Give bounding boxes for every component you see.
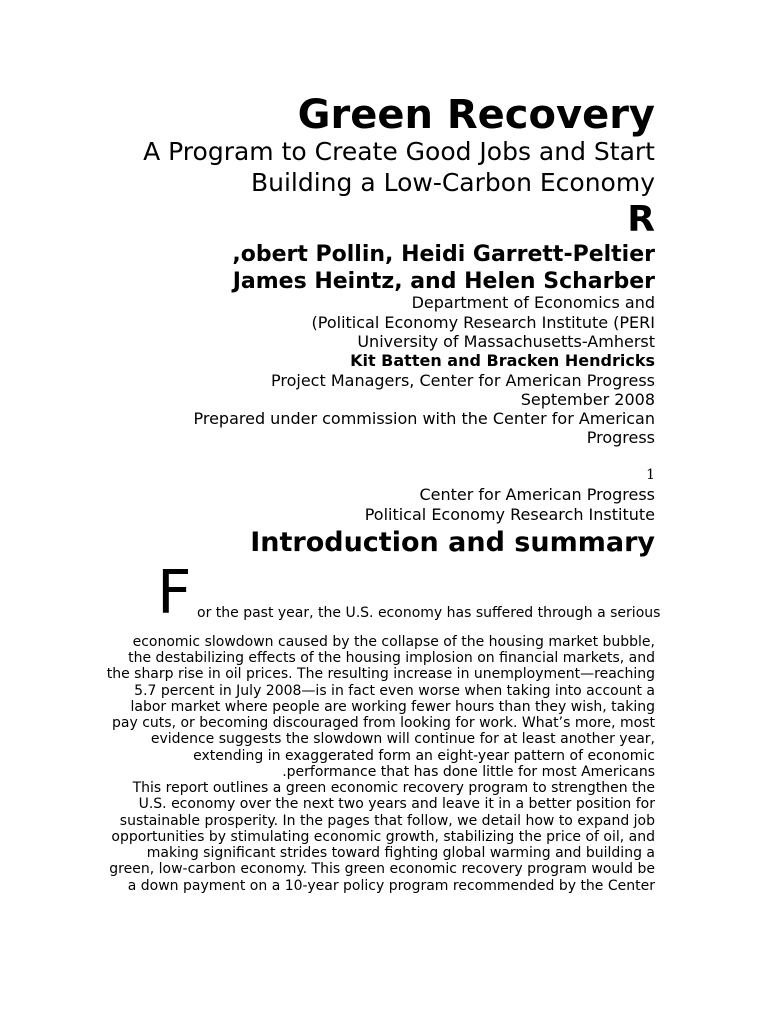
subtitle-line-1: A Program to Create Good Jobs and Start [143,137,655,166]
author-line-1: ,obert Pollin, Heidi Garrett-Peltier [232,242,655,267]
body-line: labor market where people are working fewer hours than they wish, taking [130,699,655,715]
body-line: green, low-carbon economy. This green economic recovery program would be [109,861,655,877]
section-heading: Introduction and summary [250,527,655,558]
body-line: extending in exaggerated form an eight-year pattern of economic [193,748,655,764]
organization-line-1: Center for American Progress [419,485,655,504]
affiliation-line-2: (Political Economy Research Institute (PERI [311,313,655,332]
body-line: pay cuts, or becoming discouraged from looking for work. What’s more, most [112,715,655,731]
affiliation-line-1: Department of Economics and [411,293,655,312]
body-line: the destabilizing effects of the housing implosion on financial markets, and [128,650,655,666]
manager-role-line: Project Managers, Center for American Progress [271,371,655,390]
paragraph-first-line: or the past year, the U.S. economy has suffered through a serious [197,605,661,621]
body-line: sustainable prosperity. In the pages that follow, we detail how to expand job [119,813,655,829]
affiliation-line-3: University of Massachusetts-Amherst [357,332,655,351]
document-title: Green Recovery [297,92,655,138]
body-line: opportunities by stimulating economic growth, stabilizing the price of oil, and [111,829,655,845]
commission-line-1: Prepared under commission with the Center for American [193,409,655,428]
commission-line-2: Progress [586,428,655,447]
project-managers: Kit Batten and Bracken Hendricks [350,351,655,370]
author-initial: R [627,199,655,240]
drop-cap: F [157,558,192,628]
author-line-2: James Heintz, and Helen Scharber [232,269,655,294]
publication-date: September 2008 [520,390,655,409]
body-line: economic slowdown caused by the collapse of the housing market bubble, [132,634,655,650]
page-number: 1 [646,467,655,483]
subtitle-line-2: Building a Low-Carbon Economy [250,168,655,197]
body-line: the sharp rise in oil prices. The resulting increase in unemployment—reaching [106,666,655,682]
body-line: making significant strides toward fighting global warming and building a [146,845,655,861]
body-line: U.S. economy over the next two years and leave it in a better position for [138,796,655,812]
body-line: This report outlines a green economic recovery program to strengthen the [132,780,655,796]
organization-line-2: Political Economy Research Institute [364,505,655,524]
body-line: .performance that has done little for most Americans [282,764,655,780]
body-line: 5.7 percent in July 2008—is in fact even worse when taking into account a [134,683,655,699]
body-line: a down payment on a 10-year policy program recommended by the Center [127,878,655,894]
body-line: evidence suggests the slowdown will continue for at least another year, [150,731,655,747]
